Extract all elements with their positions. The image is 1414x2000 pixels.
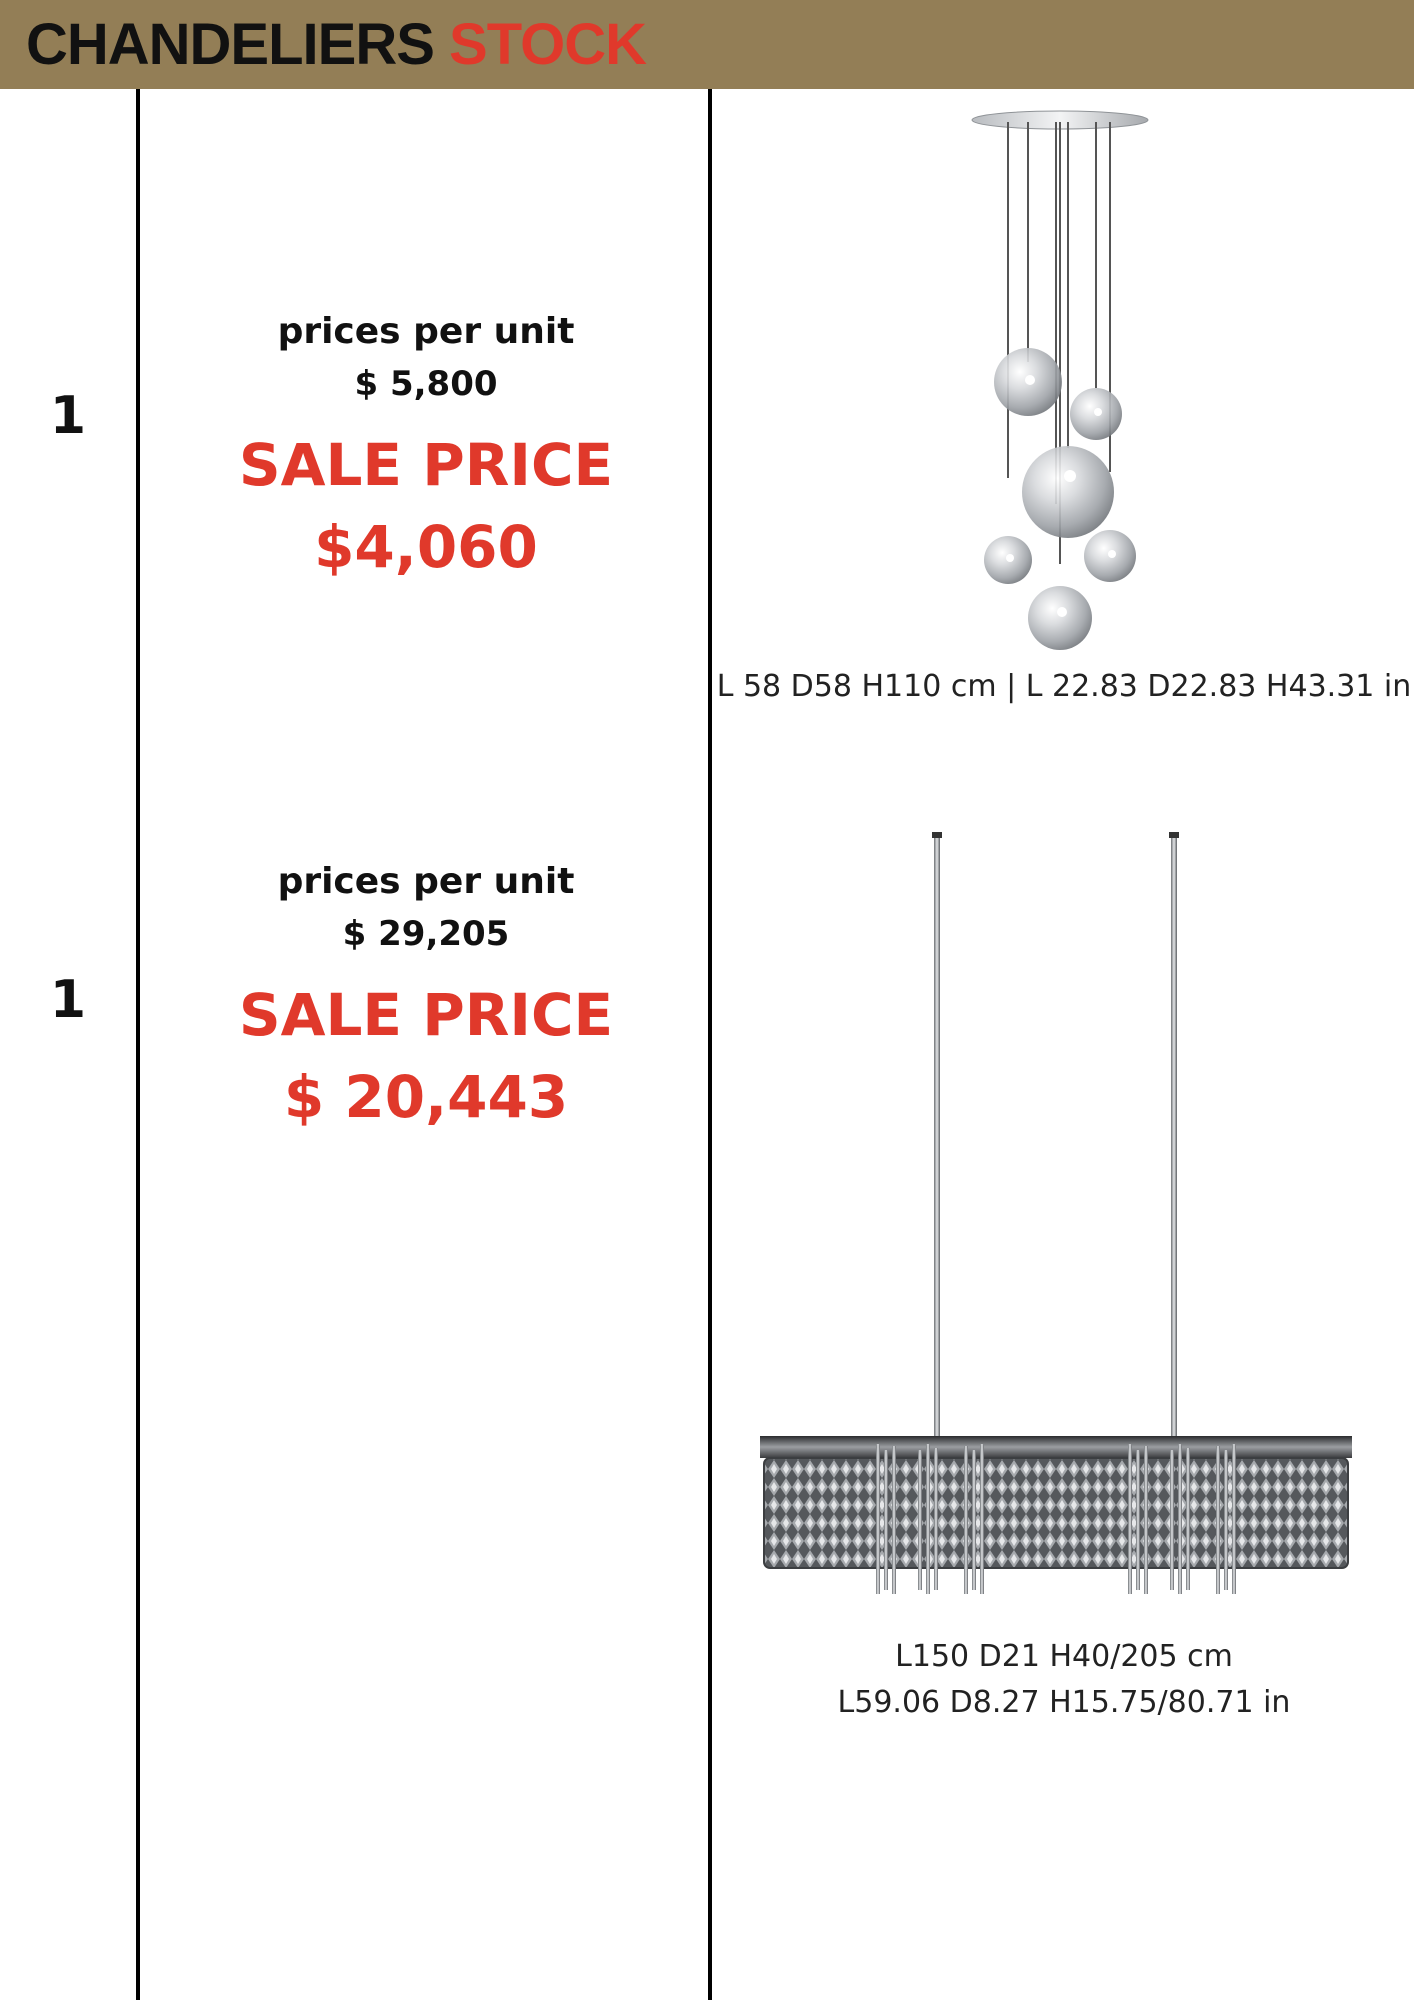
linear-crystal-chandelier-icon [756, 830, 1356, 1610]
product-1-prices [140, 306, 712, 588]
title-main: CHANDELIERS [26, 12, 434, 77]
product-1-unit-price: $ 5,800 [354, 364, 498, 404]
product-1-dimensions-line-1: L 58 D58 H110 cm | L 22.83 D22.83 H43.31 in [716, 669, 1412, 704]
product-1-sale-price: $4,060 [314, 513, 538, 581]
product-2-unit-price: $ 29,205 [342, 914, 510, 954]
title-accent: STOCK [449, 12, 646, 77]
product-2-sale-price: $ 20,443 [283, 1063, 569, 1131]
product-2-dimensions-line-2: L59.06 D8.27 H15.75/80.71 in [837, 1685, 1291, 1720]
page-header [0, 0, 1414, 89]
page-title [26, 14, 646, 76]
product-1-quantity: 1 [49, 386, 87, 446]
product-2-quantity: 1 [49, 970, 87, 1030]
product-1-dimensions [714, 664, 1414, 710]
glass-sphere-cluster-chandelier-icon [960, 100, 1160, 660]
product-2-dimensions-line-1: L150 D21 H40/205 cm [895, 1639, 1233, 1674]
product-2-sale-label: SALE PRICE [238, 981, 614, 1049]
product-2-unit-label: prices per unit [277, 861, 575, 902]
product-2-dimensions [714, 1634, 1414, 1726]
product-2-prices [140, 856, 712, 1138]
product-1-sale-label: SALE PRICE [238, 431, 614, 499]
product-1-unit-label: prices per unit [277, 311, 575, 352]
